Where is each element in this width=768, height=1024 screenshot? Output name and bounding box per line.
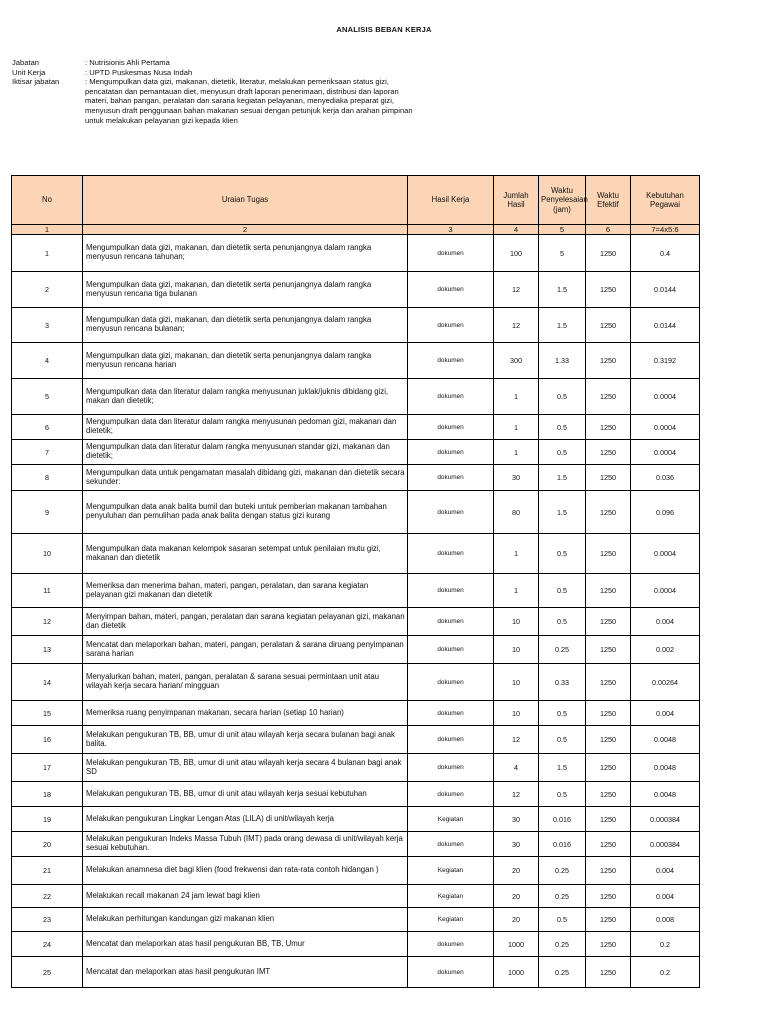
row-kebutuhan-pegawai: 0.002 [631,636,700,664]
row-number: 16 [12,726,83,754]
row-number: 23 [12,908,83,932]
document-title: ANALISIS BEBAN KERJA [336,25,432,34]
row-jumlah-hasil: 80 [494,491,539,534]
row-waktu-efektif: 1250 [586,574,631,608]
row-jumlah-hasil: 10 [494,636,539,664]
row-number: 4 [12,343,83,379]
row-kebutuhan-pegawai: 0.004 [631,885,700,908]
row-kebutuhan-pegawai: 0.0144 [631,272,700,308]
row-task: Menyimpan bahan, materi, pangan, peralatan dan sarana kegiatan pelayanan gizi, makanan dan dietetik [83,608,408,636]
table-row [12,701,700,726]
row-task: Mengumpulkan data makanan kelompok sasaran setempat untuk penilaian mutu gizi, makanan dan dietetik [83,534,408,574]
row-waktu-penyelesaian: 0.25 [539,857,586,885]
row-task: Mengumpulkan data dan literatur dalam rangka menyusunan pedoman gizi, makanan dan dietetik; [83,415,408,440]
row-hasil-kerja: dokumen [408,608,494,636]
row-waktu-penyelesaian: 0.25 [539,636,586,664]
row-jumlah-hasil: 1 [494,415,539,440]
unit-kerja-label: Unit Kerja [12,67,46,77]
row-waktu-efektif: 1250 [586,272,631,308]
column-number: 2 [83,225,408,235]
row-jumlah-hasil: 30 [494,465,539,491]
row-jumlah-hasil: 100 [494,235,539,272]
row-kebutuhan-pegawai: 0.2 [631,957,700,988]
row-jumlah-hasil: 300 [494,343,539,379]
job-meta [12,58,415,125]
header-kebutuhan-pegawai: Kebutuhan Pegawai [631,176,700,225]
table-row [12,664,700,701]
row-waktu-penyelesaian: 0.5 [539,701,586,726]
row-hasil-kerja: dokumen [408,440,494,465]
header-waktu-efektif: Waktu Efektif [586,176,631,225]
row-kebutuhan-pegawai: 0.0048 [631,782,700,807]
column-number: 3 [408,225,494,235]
row-number: 3 [12,308,83,343]
row-hasil-kerja: dokumen [408,465,494,491]
table-row [12,754,700,782]
row-hasil-kerja: dokumen [408,832,494,857]
row-task: Mengumpulkan data anak balita bumil dan buteki untuk pemberian makanan tambahan penyuluhan dan pemulihan pada anak balita dengan status gizi kurang [83,491,408,534]
row-waktu-efektif: 1250 [586,235,631,272]
row-number: 14 [12,664,83,701]
row-kebutuhan-pegawai: 0.0144 [631,308,700,343]
row-number: 6 [12,415,83,440]
row-jumlah-hasil: 10 [494,664,539,701]
row-task: Menyalurkan bahan, materi, pangan, peralatan & sarana sesuai permintaan unit atau wilayah kerja secara harian/ mingguan [83,664,408,701]
row-waktu-penyelesaian: 0.016 [539,807,586,832]
row-jumlah-hasil: 1000 [494,957,539,988]
row-waktu-efektif: 1250 [586,465,631,491]
table-row [12,885,700,908]
iktisar-value: : Mengumpulkan data gizi, makanan, dietetik, literatur, melakukan pemeriksaan status gizi, pencatatan dan pemantauan diet, menyusun draft laporan penerimaan, distribusi dan laporan materi, bahan pangan, peralatan dan sarana kegiatan pelayanan, menyediaka preparat gizi, menyusun draft penggunaan bahan makanan sesuai dengan petunjuk kerja dan arahan pimpinan untuk melakukan pelayanan gizi kepada klien [85,77,413,125]
meta-row-jabatan [12,58,415,68]
row-hasil-kerja: dokumen [408,701,494,726]
row-kebutuhan-pegawai: 0.0004 [631,415,700,440]
row-waktu-penyelesaian: 0.5 [539,726,586,754]
row-task: Melakukan recall makanan 24 jam lewat bagi klien [83,885,408,908]
row-waktu-penyelesaian: 0.25 [539,957,586,988]
row-waktu-penyelesaian: 1.5 [539,308,586,343]
row-hasil-kerja: dokumen [408,415,494,440]
row-jumlah-hasil: 10 [494,608,539,636]
row-kebutuhan-pegawai: 0.2 [631,932,700,957]
row-jumlah-hasil: 12 [494,272,539,308]
row-number: 9 [12,491,83,534]
row-waktu-efektif: 1250 [586,379,631,415]
row-number: 18 [12,782,83,807]
row-waktu-efektif: 1250 [586,636,631,664]
row-waktu-efektif: 1250 [586,726,631,754]
row-kebutuhan-pegawai: 0.036 [631,465,700,491]
row-number: 24 [12,932,83,957]
row-waktu-penyelesaian: 0.25 [539,932,586,957]
row-kebutuhan-pegawai: 0.000384 [631,832,700,857]
row-hasil-kerja: dokumen [408,782,494,807]
row-hasil-kerja: dokumen [408,636,494,664]
row-waktu-penyelesaian: 1.5 [539,491,586,534]
row-kebutuhan-pegawai: 0.0004 [631,534,700,574]
row-task: Mengumpulkan data dan literatur dalam rangka menyusunan juklak/juknis dibidang gizi, makan dan dietetik; [83,379,408,415]
row-task: Mengumpulkan data gizi, makanan, dan dietetik serta penunjangnya dalam rangka menyusun rencana harian [83,343,408,379]
row-waktu-penyelesaian: 0.25 [539,885,586,908]
table-row [12,608,700,636]
row-waktu-penyelesaian: 0.5 [539,534,586,574]
row-task: Mengumpulkan data gizi, makanan, dan dietetik serta penunjangnya dalam rangka menyusun rencana tiga bulanan [83,272,408,308]
row-kebutuhan-pegawai: 0.0004 [631,574,700,608]
row-task: Mencatat dan melaporkan atas hasil pengukuran BB, TB, Umur [83,932,408,957]
row-waktu-efektif: 1250 [586,908,631,932]
row-task: Melakukan pengukuran TB, BB, umur di unit atau wilayah kerja secara 4 bulanan bagi anak SD [83,754,408,782]
row-kebutuhan-pegawai: 0.004 [631,701,700,726]
row-waktu-penyelesaian: 0.016 [539,832,586,857]
row-hasil-kerja: dokumen [408,343,494,379]
row-hasil-kerja: Kegiatan [408,908,494,932]
workload-table [11,175,700,988]
row-kebutuhan-pegawai: 0.0004 [631,379,700,415]
table-row [12,807,700,832]
row-waktu-efektif: 1250 [586,885,631,908]
column-number: 1 [12,225,83,235]
table-row [12,857,700,885]
row-task: Mengumpulkan data gizi, makanan, dan dietetik serta penunjangnya dalam rangka menyusun rencana tahunan; [83,235,408,272]
row-hasil-kerja: dokumen [408,491,494,534]
table-row [12,379,700,415]
row-hasil-kerja: dokumen [408,308,494,343]
row-number: 7 [12,440,83,465]
row-waktu-efektif: 1250 [586,440,631,465]
row-waktu-penyelesaian: 0.5 [539,379,586,415]
row-task: Mengumpulkan data untuk pengamatan masalah dibidang gizi, makanan dan dietetik secara sekunder: [83,465,408,491]
row-waktu-penyelesaian: 1.5 [539,272,586,308]
row-task: Melakukan perhitungan kandungan gizi makanan klien [83,908,408,932]
row-waktu-penyelesaian: 1.5 [539,465,586,491]
row-waktu-penyelesaian: 0.33 [539,664,586,701]
row-waktu-efektif: 1250 [586,832,631,857]
row-kebutuhan-pegawai: 0.0004 [631,440,700,465]
row-hasil-kerja: dokumen [408,664,494,701]
row-waktu-efektif: 1250 [586,664,631,701]
row-jumlah-hasil: 1 [494,379,539,415]
header-hasil-kerja: Hasil Kerja [408,176,494,225]
row-task: Melakukan pengukuran TB, BB, umur di unit atau wilayah kerja sesuai kebutuhan [83,782,408,807]
row-hasil-kerja: Kegiatan [408,857,494,885]
row-hasil-kerja: dokumen [408,754,494,782]
table-row [12,957,700,988]
row-waktu-efektif: 1250 [586,415,631,440]
row-hasil-kerja: dokumen [408,379,494,415]
column-number-row [12,225,700,235]
row-kebutuhan-pegawai: 0.0048 [631,726,700,754]
row-hasil-kerja: dokumen [408,235,494,272]
row-kebutuhan-pegawai: 0.004 [631,857,700,885]
row-waktu-efektif: 1250 [586,534,631,574]
meta-row-iktisar [12,77,415,125]
row-jumlah-hasil: 1000 [494,932,539,957]
row-waktu-penyelesaian: 0.5 [539,908,586,932]
row-waktu-efektif: 1250 [586,754,631,782]
table-row [12,415,700,440]
row-hasil-kerja: dokumen [408,932,494,957]
header-jumlah-hasil: Jumlah Hasil [494,176,539,225]
header-uraian-tugas: Uraian Tugas [83,176,408,225]
row-waktu-efektif: 1250 [586,701,631,726]
row-number: 25 [12,957,83,988]
row-number: 22 [12,885,83,908]
column-number: 6 [586,225,631,235]
row-hasil-kerja: dokumen [408,574,494,608]
row-waktu-penyelesaian: 1.5 [539,754,586,782]
row-waktu-penyelesaian: 0.5 [539,782,586,807]
row-number: 11 [12,574,83,608]
row-jumlah-hasil: 1 [494,440,539,465]
row-task: Mencatat dan melaporkan bahan, materi, pangan, peralatan & sarana diruang penyimpanan sarana harian [83,636,408,664]
row-task: Memeriksa ruang penyimpanan makanan, secara harian (setiap 10 harian) [83,701,408,726]
row-task: Melakukan pengukuran Indeks Massa Tubuh (IMT) pada orang dewasa di unit/wilayah kerja sesuai kebutuhan. [83,832,408,857]
row-number: 17 [12,754,83,782]
jabatan-label: Jabatan [12,58,40,67]
row-jumlah-hasil: 4 [494,754,539,782]
table-row [12,908,700,932]
row-task: Mengumpulkan data gizi, makanan, dan dietetik serta penunjangnya dalam rangka menyusun rencana bulanan; [83,308,408,343]
table-row [12,308,700,343]
row-jumlah-hasil: 1 [494,534,539,574]
column-number: 7=4x5:6 [631,225,700,235]
row-task: Mencatat dan melaporkan atas hasil pengukuran IMT [83,957,408,988]
row-waktu-efektif: 1250 [586,957,631,988]
unit-kerja-value: : UPTD Puskesmas Nusa Indah [85,67,193,77]
row-number: 15 [12,701,83,726]
table-row [12,534,700,574]
row-jumlah-hasil: 20 [494,885,539,908]
row-waktu-penyelesaian: 5 [539,235,586,272]
table-row [12,440,700,465]
row-jumlah-hasil: 12 [494,308,539,343]
row-task: Melakukan pengukuran Lingkar Lengan Atas (LILA) di unit/wilayah kerja [83,807,408,832]
row-hasil-kerja: Kegiatan [408,885,494,908]
row-waktu-efektif: 1250 [586,807,631,832]
table-row [12,235,700,272]
row-jumlah-hasil: 20 [494,908,539,932]
row-number: 8 [12,465,83,491]
table-header-row [12,176,700,225]
row-number: 10 [12,534,83,574]
row-task: Mengumpulkan data dan literatur dalam rangka menyusunan standar gizi, makanan dan dietetik; [83,440,408,465]
row-task: Memeriksa dan menerima bahan, materi, pangan, peralatan, dan sarana kegiatan pelayanan gizi makanan dan dietetik [83,574,408,608]
row-kebutuhan-pegawai: 0.00264 [631,664,700,701]
row-jumlah-hasil: 20 [494,857,539,885]
row-waktu-penyelesaian: 1.33 [539,343,586,379]
row-waktu-efektif: 1250 [586,932,631,957]
row-hasil-kerja: dokumen [408,726,494,754]
column-number: 4 [494,225,539,235]
row-hasil-kerja: dokumen [408,272,494,308]
row-waktu-penyelesaian: 0.5 [539,440,586,465]
row-kebutuhan-pegawai: 0.008 [631,908,700,932]
row-waktu-efektif: 1250 [586,608,631,636]
row-jumlah-hasil: 30 [494,832,539,857]
row-number: 20 [12,832,83,857]
row-number: 12 [12,608,83,636]
iktisar-label: Iktisar jabatan [12,77,60,87]
table-row [12,726,700,754]
header-waktu-penyelesaian: Waktu Penyelesaian (jam) [539,176,586,225]
row-task: Melakukan anamnesa diet bagi klien (food frekwensi dan rata-rata contoh hidangan ) [83,857,408,885]
row-hasil-kerja: Kegiatan [408,807,494,832]
column-number: 5 [539,225,586,235]
table-row [12,343,700,379]
row-waktu-penyelesaian: 0.5 [539,608,586,636]
header-no: No [12,176,83,225]
table-row [12,272,700,308]
row-waktu-penyelesaian: 0.5 [539,415,586,440]
row-number: 2 [12,272,83,308]
row-hasil-kerja: dokumen [408,957,494,988]
table-row [12,782,700,807]
row-kebutuhan-pegawai: 0.004 [631,608,700,636]
row-number: 5 [12,379,83,415]
row-task: Melakukan pengukuran TB, BB, umur di unit atau wilayah kerja secara bulanan bagi anak balita. [83,726,408,754]
row-kebutuhan-pegawai: 0.096 [631,491,700,534]
row-kebutuhan-pegawai: 0.0048 [631,754,700,782]
row-number: 21 [12,857,83,885]
row-waktu-efektif: 1250 [586,491,631,534]
meta-row-unit [12,68,415,78]
row-jumlah-hasil: 12 [494,726,539,754]
row-waktu-penyelesaian: 0.5 [539,574,586,608]
row-jumlah-hasil: 30 [494,807,539,832]
table-row [12,574,700,608]
row-hasil-kerja: dokumen [408,534,494,574]
row-number: 19 [12,807,83,832]
row-waktu-efektif: 1250 [586,857,631,885]
row-kebutuhan-pegawai: 0.3192 [631,343,700,379]
table-row [12,832,700,857]
row-jumlah-hasil: 1 [494,574,539,608]
row-jumlah-hasil: 12 [494,782,539,807]
table-row [12,465,700,491]
jabatan-value: : Nutrisionis Ahli Pertama [85,58,170,67]
row-number: 1 [12,235,83,272]
row-waktu-efektif: 1250 [586,782,631,807]
row-kebutuhan-pegawai: 0.000384 [631,807,700,832]
row-kebutuhan-pegawai: 0.4 [631,235,700,272]
row-waktu-efektif: 1250 [586,343,631,379]
table-row [12,636,700,664]
row-waktu-efektif: 1250 [586,308,631,343]
row-number: 13 [12,636,83,664]
table-row [12,491,700,534]
table-row [12,932,700,957]
row-jumlah-hasil: 10 [494,701,539,726]
